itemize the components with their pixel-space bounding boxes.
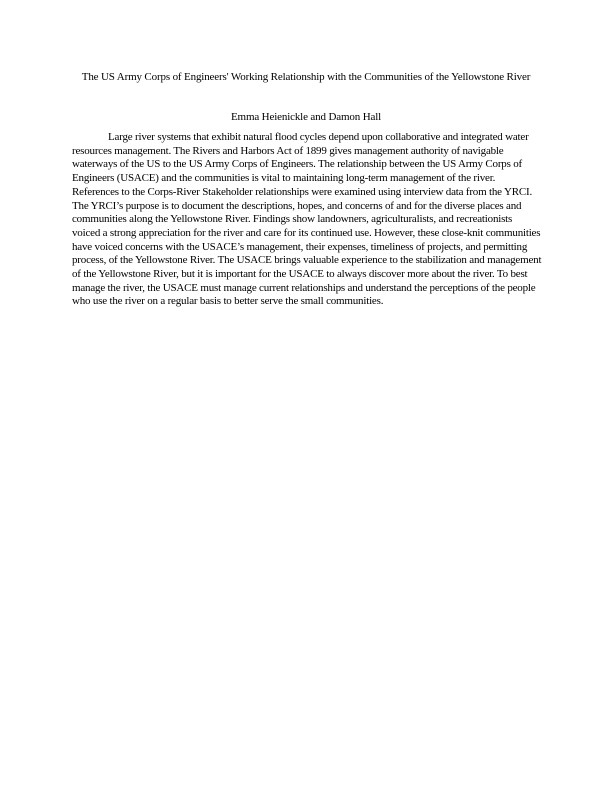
abstract-paragraph: Large river systems that exhibit natural flood cycles depend upon collaborative and integrated water resources management. The Rivers and Harbors Act of 1899 gives management authority of navigable waterways of the US to the US Army Corps of Engineers. The relationship between the US Army Corps of Engineers (USACE) and the communities is vital to maintaining long-term management of the river. References to the Corps-River Stakeholder relationships were examined using interview data from the YRCI. The YRCI’s purpose is to document the descriptions, hopes, and concerns of and for the diverse places and communities along the Yellowstone River. Findings show landowners, agriculturalists, and recreationists voiced a strong appreciation for the river and care for its continued use. However, these close-knit communities have voiced concerns with the USACE’s management, their expenses, timeliness of projects, and permitting process, of the Yellowstone River. The USACE brings valuable experience to the stabilization and management of the Yellowstone River, but it is important for the USACE to always discover more about the river. To best manage the river, the USACE must manage current relationships and understand the perceptions of the people who use the river on a regular basis to better serve the small communities. [72, 131, 542, 308]
document-title: The US Army Corps of Engineers' Working Relationship with the Communities of the Yellowstone River [81, 71, 531, 83]
document-authors: Emma Heienickle and Damon Hall [230, 111, 382, 123]
